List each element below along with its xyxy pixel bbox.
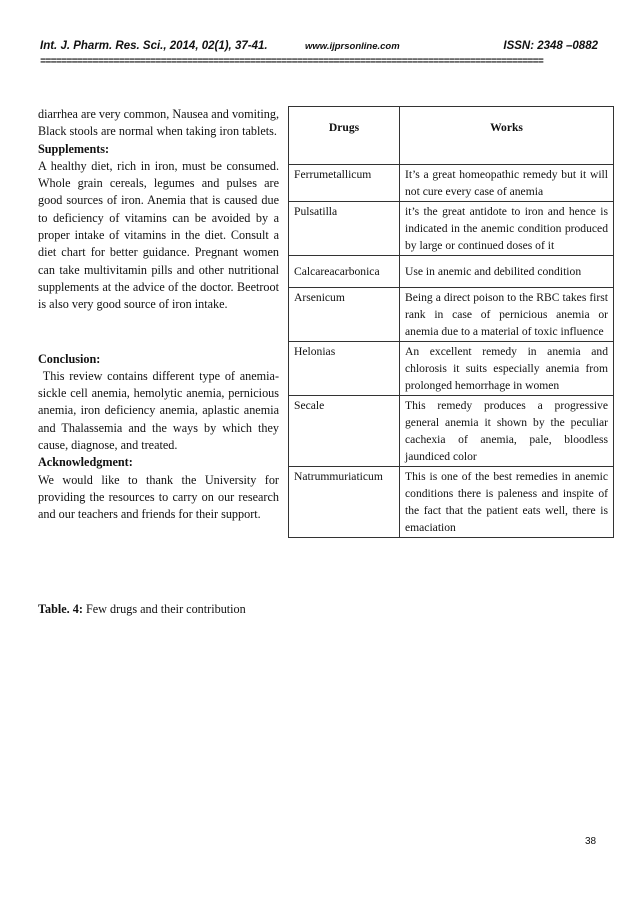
supplements-heading: Supplements:	[38, 141, 110, 156]
supplements-paragraph: A healthy diet, rich in iron, must be consumed. Whole grain cereals, legumes and pulses are good sources of iron. Anemia that is caused due to deficiency of vitamins can be avoided by a proper intake of vitamins in the diet. Consult a diet chart for better guidance. Pregnant women can take multivitamin pills and other nutritional supplements at the advice of the doctor. Beetroot is also very good source of iron intake.	[38, 158, 279, 312]
drug-cell: Natrummuriaticum	[289, 467, 400, 538]
intro-paragraph: diarrhea are very common, Nausea and vomiting, Black stools are normal when taking iron tablets.	[38, 107, 279, 139]
running-header	[40, 40, 598, 56]
work-cell: This is one of the best remedies in anemic conditions there is paleness and inspite of the fact that the patient eats well, there is emaciation	[400, 467, 614, 538]
page-number: 38	[585, 836, 597, 847]
table-caption-label: Table. 4:	[38, 602, 83, 616]
section-gap	[38, 314, 279, 351]
drug-cell: Ferrumetallicum	[289, 165, 400, 202]
table-header-row	[289, 107, 614, 165]
drug-cell: Secale	[289, 396, 400, 467]
work-cell: An excellent remedy in anemia and chlorosis it suits especially anemia from prolonged hemorrhage in women	[400, 342, 614, 396]
work-cell: Being a direct poison to the RBC takes first rank in case of pernicious anemia or anemia due to a material of toxic influence	[400, 288, 614, 342]
table-row	[289, 202, 614, 256]
table-row	[289, 288, 614, 342]
drug-cell: Arsenicum	[289, 288, 400, 342]
table-row	[289, 467, 614, 538]
conclusion-heading: Conclusion:	[38, 351, 101, 366]
journal-website: www.ijprsonline.com	[305, 41, 400, 52]
table-row	[289, 165, 614, 202]
table-row	[289, 342, 614, 396]
work-cell: Use in anemic and debilited condition	[400, 256, 614, 288]
table-caption-text: Few drugs and their contribution	[82, 602, 246, 616]
conclusion-paragraph: This review contains different type of anemia- sickle cell anemia, hemolytic anemia, pernicious anemia, iron deficiency anemia, aplastic anemia and Thalassemia and the ways by which they cause, diagnose, and treated.	[38, 368, 283, 453]
drug-cell: Helonias	[289, 342, 400, 396]
work-cell: it’s the great antidote to iron and hence is indicated in the anemic condition produced by large or continued doses of it	[400, 202, 614, 256]
acknowledgment-paragraph: We would like to thank the University for providing the resources to carry on our research and our teachers and friends for their support.	[38, 472, 279, 522]
work-cell: This remedy produces a progressive general anemia it shown by the peculiar cachexia of anemia, pale, bloodless jaundiced color	[400, 396, 614, 467]
acknowledgment-heading: Acknowledgment:	[38, 455, 133, 470]
header-rule: ================================================================================================	[40, 56, 544, 67]
work-cell: It’s a great homeopathic remedy but it will not cure every case of anemia	[400, 165, 614, 202]
left-column	[38, 106, 283, 524]
drug-cell: Pulsatilla	[289, 202, 400, 256]
header-drugs: Drugs	[289, 107, 400, 165]
table-caption	[38, 602, 246, 617]
table-row	[289, 256, 614, 288]
header-works: Works	[400, 107, 614, 165]
drug-cell: Calcareacarbonica	[289, 256, 400, 288]
table-row	[289, 396, 614, 467]
issn: ISSN: 2348 –0882	[503, 40, 598, 52]
journal-citation: Int. J. Pharm. Res. Sci., 2014, 02(1), 37-41.	[40, 40, 268, 52]
drugs-table	[288, 106, 614, 538]
